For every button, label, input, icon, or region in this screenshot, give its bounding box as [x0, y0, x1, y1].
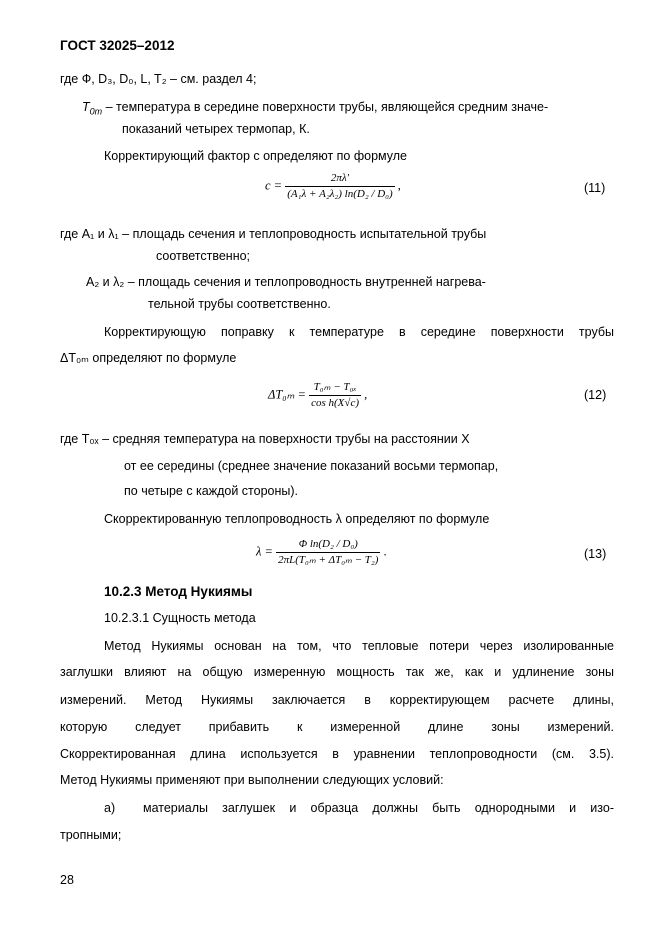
symbol: T	[82, 100, 90, 114]
paragraph-line: ΔT₀ₘ определяют по формуле	[60, 351, 237, 365]
paragraph-line: Метод Нукиямы применяют при выполнении следующих условий:	[60, 773, 444, 787]
paragraph-line: которую следует прибавить к измеренной длине зоны измерений.	[60, 720, 614, 734]
definition-line: показаний четырех термопар, К.	[122, 122, 310, 136]
formula-numerator: 2πλ′	[330, 172, 350, 184]
formula-11	[265, 172, 401, 201]
formula-13	[256, 538, 387, 567]
definition-line	[82, 99, 548, 120]
formula-tail: ,	[397, 178, 401, 193]
formula-fraction	[309, 381, 361, 410]
page-number: 28	[60, 873, 74, 887]
paragraph-line: Скорректированная длина используется в уравнении теплопроводности (см. 3.5).	[60, 747, 614, 761]
document-header: ГОСТ 32025–2012	[60, 38, 175, 53]
formula-lhs: λ =	[256, 544, 273, 559]
formula-numerator: T₀ₘ − T₀ₓ	[313, 381, 357, 393]
subsection-heading: 10.2.3.1 Сущность метода	[104, 611, 256, 625]
section-heading: 10.2.3 Метод Нукиямы	[104, 584, 253, 599]
list-item-label: а)	[104, 801, 116, 815]
definition-line: от ее середины (среднее значение показаний восьми термопар,	[124, 459, 499, 473]
formula-12	[268, 381, 367, 410]
paragraph-line: Скорректированную теплопроводность λ определяют по формуле	[104, 512, 490, 526]
formula-denominator: (A₁λ + A₂λ₂) ln(D₂ / D₀)	[287, 188, 393, 200]
formula-fraction	[276, 538, 380, 567]
paragraph-line: Корректирующую поправку к температуре в середине поверхности трубы	[104, 325, 614, 339]
formula-denominator: 2πL(T₀ₘ + ΔT₀ₘ − T₂)	[278, 554, 379, 566]
definition-text: – температура в середине поверхности трубы, являющейся средним значе-	[102, 100, 549, 114]
paragraph-line: измерений. Метод Нукиямы заключается в корректирующем расчете длины,	[60, 693, 614, 707]
definition-line: A₂ и λ₂ – площадь сечения и теплопроводность внутренней нагрева-	[86, 275, 486, 289]
symbol-subscript: 0m	[89, 106, 103, 117]
formula-tail: .	[383, 544, 387, 559]
formula-fraction	[285, 172, 394, 201]
paragraph-line: Метод Нукиямы основан на том, что тепловые потери через изолированные	[104, 639, 614, 653]
definition-line: где Ф, D₃, D₀, L, T₂ – см. раздел 4;	[60, 72, 257, 86]
formula-denominator: cos h(X√c)	[311, 397, 359, 409]
definition-line: тельной трубы соответственно.	[148, 297, 331, 311]
paragraph-line: заглушки влияют на общую измеренную мощность так же, как и удлинение зоны	[60, 665, 614, 679]
formula-lhs: c =	[265, 178, 283, 193]
list-item-text: тропными;	[60, 828, 122, 842]
formula-number: (13)	[584, 547, 607, 561]
formula-numerator: Φ ln(D₂ / D₀)	[298, 538, 358, 550]
definition-line: где T₀ₓ – средняя температура на поверхности трубы на расстоянии X	[60, 432, 470, 446]
formula-number: (12)	[584, 388, 607, 402]
definition-line: соответственно;	[156, 249, 251, 263]
formula-tail: ,	[364, 387, 368, 402]
paragraph-line: Корректирующий фактор c определяют по формуле	[104, 149, 407, 163]
formula-number: (11)	[584, 181, 606, 195]
definition-line: где A₁ и λ₁ – площадь сечения и теплопроводность испытательной трубы	[60, 227, 487, 241]
definition-line: по четыре с каждой стороны).	[124, 484, 299, 498]
list-item-text: материалы заглушек и образца должны быть однородными и изо-	[143, 801, 614, 815]
formula-lhs: ΔT₀ₘ =	[268, 387, 306, 402]
